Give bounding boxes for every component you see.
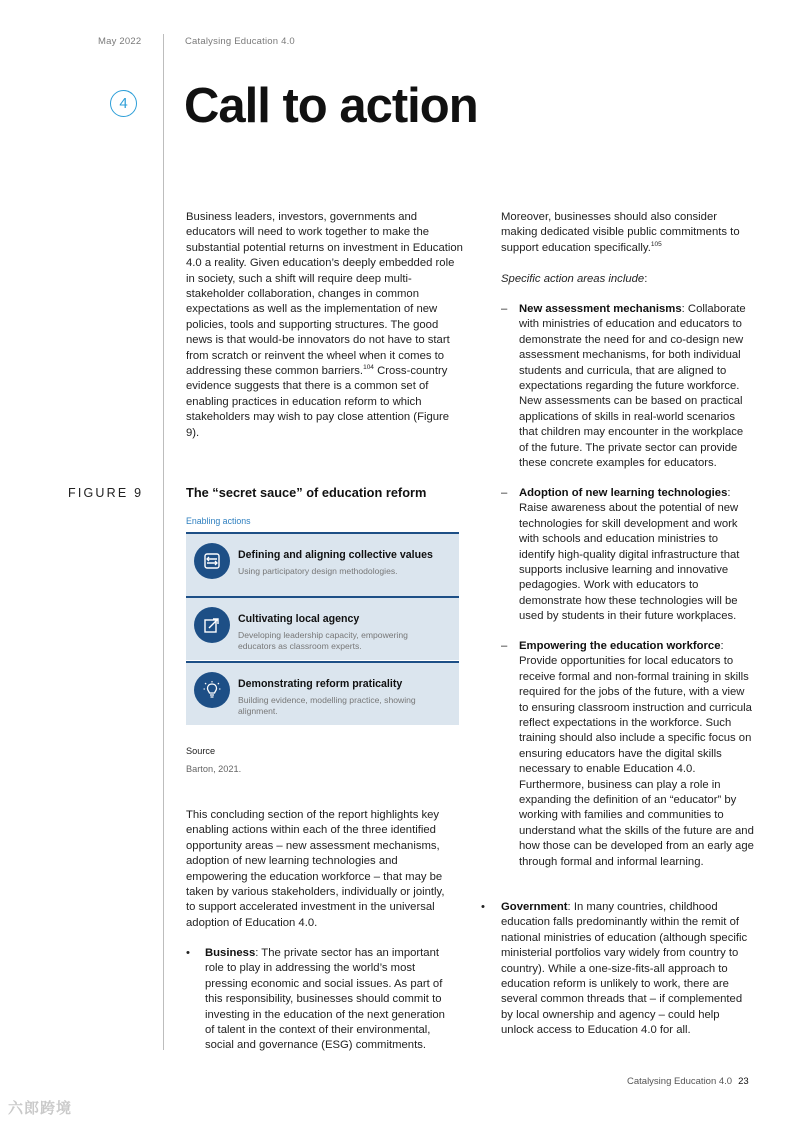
action-item-technologies (501, 486, 753, 626)
moreover-paragraph (501, 210, 741, 256)
figure-item-title: Defining and aligning collective values (238, 549, 433, 561)
page-footer (627, 1076, 749, 1087)
lightbulb-icon (194, 672, 230, 708)
header-report-title: Catalysing Education 4.0 (185, 36, 295, 47)
header-date: May 2022 (98, 36, 142, 47)
figure-item-practicality (186, 661, 459, 725)
action-text: : Raise awareness about the potential of new technologies for skill development and work with schools and education ministries to identify high-quality digital infrastructure that supports inclusive learning and innovative pedagogies. Work with educators to demonstrate how these technologies will be used by students in their future workplaces. (519, 487, 740, 623)
figure-label: FIGURE 9 (68, 486, 144, 500)
intro-text-b: Cross-country evidence suggests that there is a common set of enabling practices in education reform to which stakeholders may wish to pay close attention (Figure 9). (186, 365, 450, 439)
figure-item-agency (186, 596, 459, 660)
figure-item-title: Cultivating local agency (238, 613, 360, 625)
watermark: 六郎跨境 (8, 1100, 73, 1117)
figure-item-title: Demonstrating reform praticality (238, 678, 403, 690)
page-number: 23 (738, 1076, 749, 1087)
business-label: Business (205, 947, 256, 959)
figure-source-label: Source (186, 746, 216, 756)
action-text: : Collaborate with ministries of education and educators to demonstrate the need for and co-design new assessment mechanisms, for both individual students and curricula, that are aligned to expectations regarding the future workforce. New assessments can be based on practical applications of skills in real-world scenarios that children may encounter in the workplace of the future. The private sector can provide these concrete examples for educators. (519, 303, 746, 470)
action-text: : Provide opportunities for local educators to receive formal and non-formal training in skills required for the jobs of the future, with a view to ensuring classroom instruction and curricula reflect expectations in the workforce. Such training should also include a specific focus on ensuring educators have the digital skills necessary to enable Education 4.0. Furthermore, business can play a role in expanding the definition of an “educator” by working with families and communities to understand what the skills of the future are and how those can be developed from an early age through formal and informal learning. (519, 640, 754, 868)
action-item-workforce (501, 639, 753, 889)
bullet-marker: • (186, 947, 190, 959)
page-title: Call to action (184, 79, 478, 133)
specific-colon: : (644, 273, 648, 285)
moreover-text: Moreover, businesses should also consider making dedicated visible public commitments to support education specifically. (501, 211, 740, 254)
figure-title: The “secret sauce” of education reform (186, 485, 427, 500)
dash-marker: – (501, 640, 508, 652)
figure-item-desc: Using participatory design methodologies. (238, 566, 398, 576)
intro-text-a: Business leaders, investors, governments and educators will need to work together to make the substantial potential returns on investment in Education 4.0 a reality. Given education’s deeply embedded role in society, such a shift will require deep multi-stakeholder collaboration, changes in common expectations as well as the implementation of new policies, tools and supporting structures. The good news is that would-be innovators do not have to start from scratch or reinvent the wheel when it comes to addressing these common barriers. (186, 211, 463, 378)
dash-marker: – (501, 303, 508, 315)
figure-source-text: Barton, 2021. (186, 764, 242, 774)
figure-subtitle: Enabling actions (186, 516, 251, 526)
footnote-104[interactable]: 104 (363, 364, 374, 372)
vertical-divider (163, 34, 164, 1050)
concluding-paragraph: This concluding section of the report highlights key enabling actions within each of the three identified opportunity areas – new assessment mechanisms, adoption of new learning technologies and empowering the education workforce – that may be taken by various stakeholders, individually or jointly, to support accelerated investment in the universal adoption of Education 4.0. (186, 809, 445, 929)
hands-icon (194, 543, 230, 579)
action-label: Adoption of new learning technologies (519, 487, 728, 499)
dash-marker: – (501, 487, 508, 499)
action-label: Empowering the education workforce (519, 640, 721, 652)
action-item-assessment (501, 302, 753, 472)
intro-paragraph (186, 210, 464, 441)
growth-arrow-icon (194, 607, 230, 643)
action-label: New assessment mechanisms (519, 303, 682, 315)
footer-report-title: Catalysing Education 4.0 (627, 1076, 733, 1087)
bullet-marker: • (481, 901, 485, 913)
footnote-105[interactable]: 105 (650, 241, 662, 249)
figure-item-values (186, 532, 459, 596)
specific-text: Specific action areas include (501, 273, 645, 285)
figure-item-desc: Developing leadership capacity, empowering educators as classroom experts. (238, 630, 408, 651)
government-text: : In many countries, childhood education falls predominantly within the remit of national ministries of education (although specific ministerial portfolios vary widely from country to country). While a one-size-fits-all approach to education reform is unlikely to work, there are several common threads that – if complemented by local ownership and agency – could help unlock access to Education 4.0 for all. (501, 901, 748, 1037)
specific-action-areas (501, 272, 647, 287)
business-text: : The private sector has an important role to play in addressing the world’s most pressing economic and social issues. As part of this responsibility, businesses should commit to investing in the education of the next generation of talent in the context of their environmental, social and governance (ESG) commitments. (205, 947, 445, 1052)
government-label: Government (501, 901, 568, 913)
figure-item-desc: Building evidence, modelling practice, showing alignment. (238, 695, 416, 716)
chapter-number-badge: 4 (110, 90, 137, 117)
